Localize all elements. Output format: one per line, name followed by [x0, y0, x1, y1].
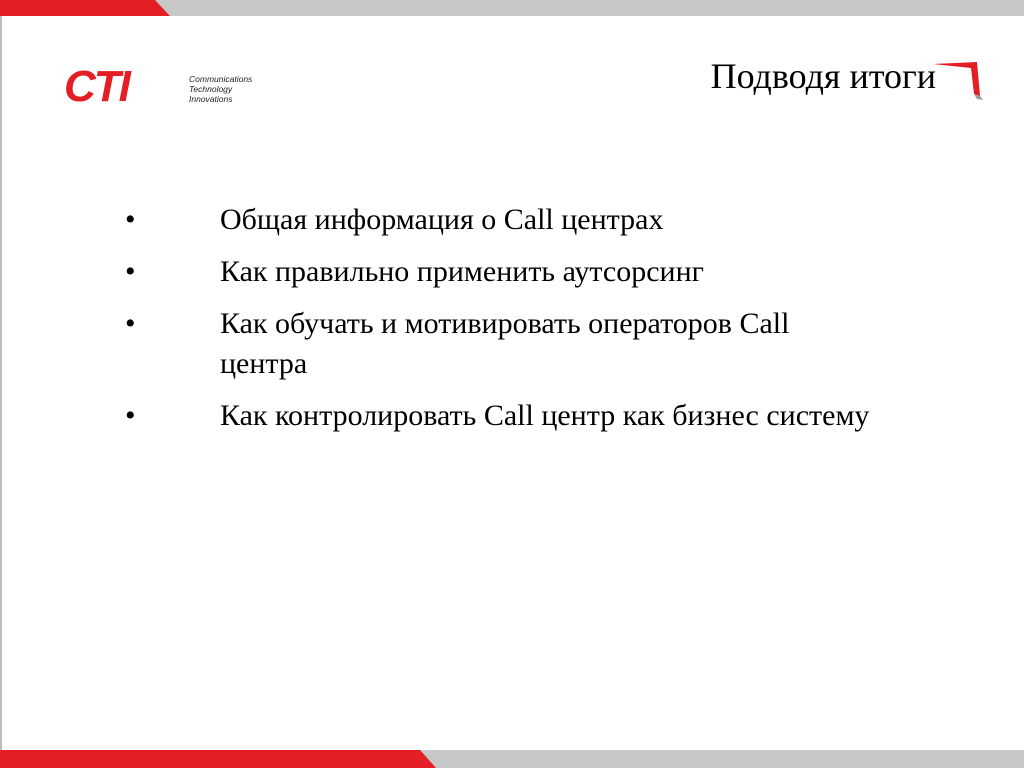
cti-logo-mark	[62, 66, 188, 106]
bullet-text: Общая информация о Call центрах	[220, 203, 664, 236]
logo-tagline-line: Technology	[189, 84, 233, 94]
bullet-text: Как правильно применить аутсорсинг	[220, 255, 704, 288]
list-item	[0, 252, 1024, 292]
svg-text:CTI: CTI	[64, 66, 129, 106]
bullet-text: Как контролировать Call центр как бизнес систему	[220, 399, 870, 432]
title-accent-mark	[925, 58, 987, 102]
bottom-decor-band	[0, 750, 1024, 768]
list-item	[0, 396, 1024, 436]
logo-tagline-line: Innovations	[189, 94, 233, 104]
bullet-text: Как обучать и мотивировать операторов Call центра	[220, 307, 790, 380]
top-decor-band	[0, 0, 1024, 16]
list-item	[0, 304, 1024, 384]
bullet-marker: •	[125, 203, 136, 236]
bullet-marker: •	[125, 399, 136, 432]
list-item	[0, 200, 1024, 240]
cti-logo	[62, 66, 262, 108]
slide-title: Подводя итоги	[710, 56, 936, 96]
bullet-marker: •	[125, 255, 136, 288]
bullet-list	[0, 200, 1024, 448]
logo-tagline-line: Communications	[189, 74, 253, 84]
cti-logo-tagline	[189, 74, 252, 104]
bullet-marker: •	[125, 307, 136, 340]
